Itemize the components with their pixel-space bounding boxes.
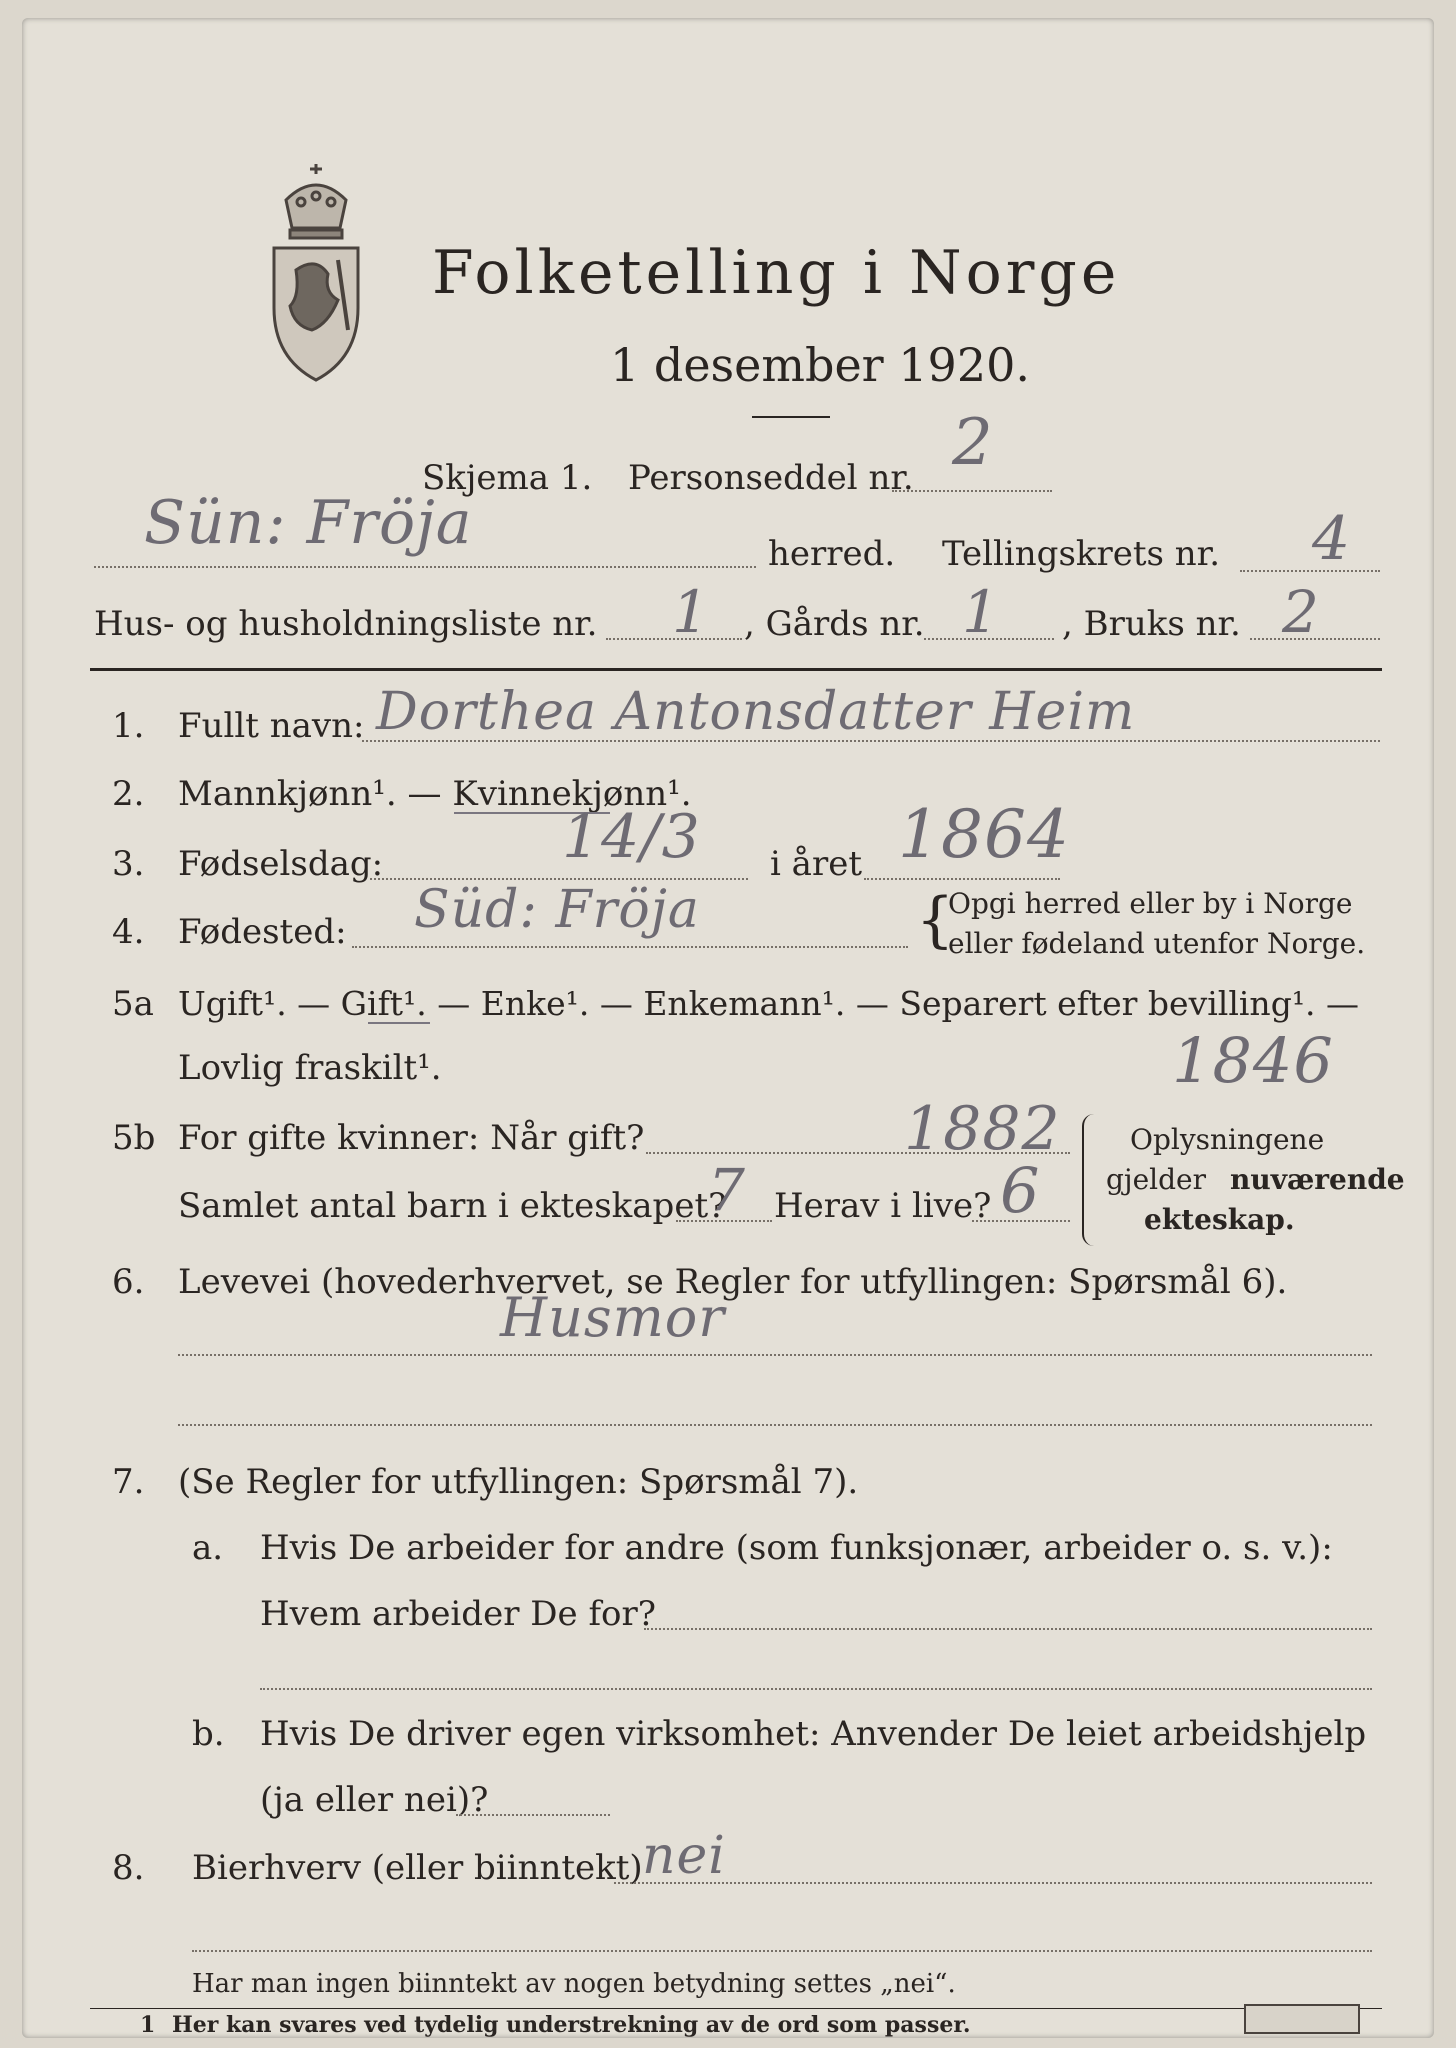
q5b-bracket <box>1082 1114 1094 1246</box>
bruks-label: , Bruks nr. <box>1062 604 1241 644</box>
tellingskrets-label: Tellingskrets nr. <box>942 534 1221 574</box>
birth-year-value[interactable]: 1864 <box>898 796 1070 873</box>
form-title: Folketelling i Norge <box>432 238 1121 308</box>
census-form <box>22 18 1434 2038</box>
herred-label: herred. <box>768 534 896 574</box>
q4-note-line1: Opgi herred eller by i Norge <box>948 887 1353 920</box>
q2-number: 2. <box>112 774 145 814</box>
skjema-label: Skjema 1. <box>422 458 593 498</box>
q4-number: 4. <box>112 912 145 952</box>
children-value[interactable]: 7 <box>708 1156 746 1224</box>
birthday-value[interactable]: 14/3 <box>562 802 701 872</box>
q5b-note-line2: gjelder <box>1106 1163 1207 1196</box>
alive-value[interactable]: 6 <box>1000 1154 1041 1227</box>
q6-label: Levevei (hovederhvervet, se Regler for utfyllingen: Spørsmål 6). <box>178 1262 1288 1302</box>
header-rule <box>90 668 1382 671</box>
q5a-number: 5a <box>112 984 154 1024</box>
q7a-number: a. <box>192 1528 224 1568</box>
gender-options: Mannkjønn¹. — Kvinnekjønn¹. <box>178 774 692 814</box>
marital-options-2: Lovlig fraskilt¹. <box>178 1048 442 1088</box>
q4-note-line2: eller fødeland utenfor Norge. <box>948 927 1366 960</box>
printer-stamp <box>1244 2004 1360 2034</box>
q5b-note-line1: Oplysningene <box>1130 1123 1325 1156</box>
coat-of-arms-icon <box>256 160 376 390</box>
gards-value[interactable]: 1 <box>962 578 1000 646</box>
alive-label: Herav i live? <box>774 1186 992 1226</box>
q7-number: 7. <box>112 1462 145 1502</box>
q6-number: 6. <box>112 1262 145 1302</box>
q1-number: 1. <box>112 706 145 746</box>
personseddel-value[interactable]: 2 <box>952 406 994 480</box>
bruks-value[interactable]: 2 <box>1282 578 1320 646</box>
q5b-label: For gifte kvinner: Når gift? <box>178 1118 645 1158</box>
q4-label: Fødested: <box>178 912 347 952</box>
footnote: Her kan svares ved tydelig understrekning av de ord som passer. <box>172 2012 971 2038</box>
gards-label: , Gårds nr. <box>744 604 925 644</box>
birthplace-value[interactable]: Süd: Fröja <box>414 880 700 940</box>
occupation-value[interactable]: Husmor <box>500 1286 726 1349</box>
nei-note: Har man ingen biinntekt av nogen betydning settes „nei“. <box>192 1969 956 1999</box>
q7b-label: Hvis De driver egen virksomhet: Anvender De leiet arbeidshjelp <box>260 1714 1367 1754</box>
q5b-note-line3: ekteskap. <box>1144 1203 1295 1236</box>
q7-label: (Se Regler for utfyllingen: Spørsmål 7). <box>178 1462 859 1502</box>
q8-number: 8. <box>112 1848 145 1888</box>
herred-value[interactable]: Sün: Fröja <box>144 488 473 558</box>
hus-label: Hus- og husholdningsliste nr. <box>94 604 598 644</box>
q5b-note-line2-bold: nuværende <box>1230 1163 1405 1196</box>
q7b-label-2: (ja eller nei)? <box>260 1780 489 1820</box>
marital-underline <box>368 1022 430 1024</box>
q5b-number: 5b <box>112 1118 156 1158</box>
tellingskrets-value[interactable]: 4 <box>1312 504 1352 574</box>
full-name-value[interactable]: Dorthea Antonsdatter Heim <box>376 682 1136 742</box>
year-label: i året <box>770 844 862 884</box>
side-income-value[interactable]: nei <box>642 1826 726 1886</box>
q3-number: 3. <box>112 844 145 884</box>
q4-brace: { <box>916 885 955 955</box>
marital-extra-value[interactable]: 1846 <box>1172 1024 1334 1097</box>
q8-label: Bierhverv (eller biinntekt) <box>192 1848 643 1888</box>
q7b-number: b. <box>192 1714 225 1754</box>
q3-label: Fødselsdag: <box>178 844 384 884</box>
children-label: Samlet antal barn i ekteskapet? <box>178 1186 727 1226</box>
title-divider <box>752 416 830 418</box>
q7a-label: Hvis De arbeider for andre (som funksjonær, arbeider o. s. v.): <box>260 1528 1333 1568</box>
q7a-label-2: Hvem arbeider De for? <box>260 1594 656 1634</box>
footnote-number: 1 <box>140 2012 156 2038</box>
personseddel-label: Personseddel nr. <box>628 458 914 498</box>
footnote-rule <box>90 2008 1382 2009</box>
hus-value[interactable]: 1 <box>672 578 710 646</box>
census-date: 1 desember 1920. <box>610 338 1030 392</box>
married-year-value[interactable]: 1882 <box>904 1094 1061 1164</box>
q1-label: Fullt navn: <box>178 706 365 746</box>
marital-options: Ugift¹. — Gift¹. — Enke¹. — Enkemann¹. — Separert efter bevilling¹. — <box>178 984 1360 1023</box>
